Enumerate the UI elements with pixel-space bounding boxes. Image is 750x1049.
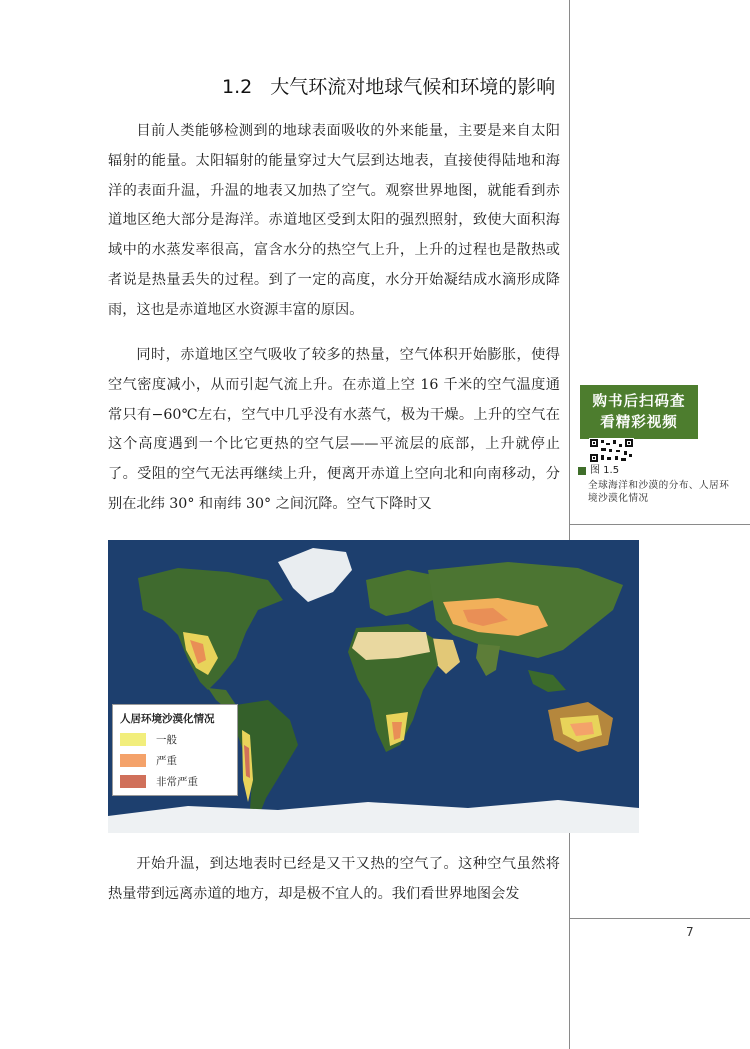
- margin-divider-footer: [569, 918, 750, 919]
- legend-item-general: [120, 732, 177, 746]
- legend-swatch-general: [120, 733, 146, 746]
- legend-label: 一般: [156, 734, 177, 746]
- body-paragraph: 目前人类能够检测到的地球表面吸收的外来能量，主要是来自太阳辐射的能量。太阳辐射的能量穿过大气层到达地表，直接使得陆地和海洋的表面升温，升温的地表又加热了空气。观察世界地图，就能看到赤道地区绝大部分是海洋。赤道地区受到太阳的强烈照射，致使大面积海域中的水蒸发率很高，富含水分的热空气上升，上升的过程也是散热或者说是热量丢失的过程。到了一定的高度，水分开始凝结成水滴形成降雨，这也是赤道地区水资源丰富的原因。: [108, 123, 560, 318]
- qr-code-icon[interactable]: [589, 438, 634, 463]
- section-heading: [222, 74, 562, 100]
- figure-label: 图 1.5: [590, 465, 620, 476]
- qr-banner-line2: 看精彩视频: [600, 414, 678, 431]
- legend-swatch-very-severe: [120, 775, 146, 788]
- qr-banner-line1: 购书后扫码查: [592, 393, 686, 410]
- section-title: 大气环流对地球气候和环境的影响: [270, 76, 556, 98]
- legend-title: 人居环境沙漠化情况: [120, 713, 215, 725]
- margin-divider-figure: [569, 524, 750, 525]
- legend-item-very-severe: [120, 774, 198, 788]
- video-qr-banner[interactable]: [580, 385, 698, 439]
- map-legend: [112, 704, 238, 796]
- page-number: 7: [686, 925, 694, 939]
- section-number: 1.2: [222, 76, 253, 98]
- figure-marker: [578, 467, 586, 475]
- world-desertification-map: [108, 540, 639, 833]
- legend-label: 非常严重: [156, 776, 198, 788]
- body-paragraph: 同时，赤道地区空气吸收了较多的热量，空气体积开始膨胀，使得空气密度减小，从而引起气流上升。在赤道上空 16 千米的空气温度通常只有−60℃左右，空气中几乎没有水蒸气，极为干燥。上升的空气在这个高度遇到一个比它更热的空气层——平流层的底部，上升就停止了。受阻的空气无法再继续上升，便离开赤道上空向北和向南移动，分别在北纬 30° 和南纬 30° 之间沉降。空气下降时又: [108, 347, 560, 512]
- legend-label: 严重: [156, 755, 177, 767]
- legend-swatch-severe: [120, 754, 146, 767]
- legend-item-severe: [120, 753, 177, 767]
- figure-caption: 全球海洋和沙漠的分布、人居环境沙漠化情况: [588, 480, 730, 504]
- body-paragraph: 开始升温，到达地表时已经是又干又热的空气了。这种空气虽然将热量带到远离赤道的地方，却是极不宜人的。我们看世界地图会发: [108, 856, 560, 902]
